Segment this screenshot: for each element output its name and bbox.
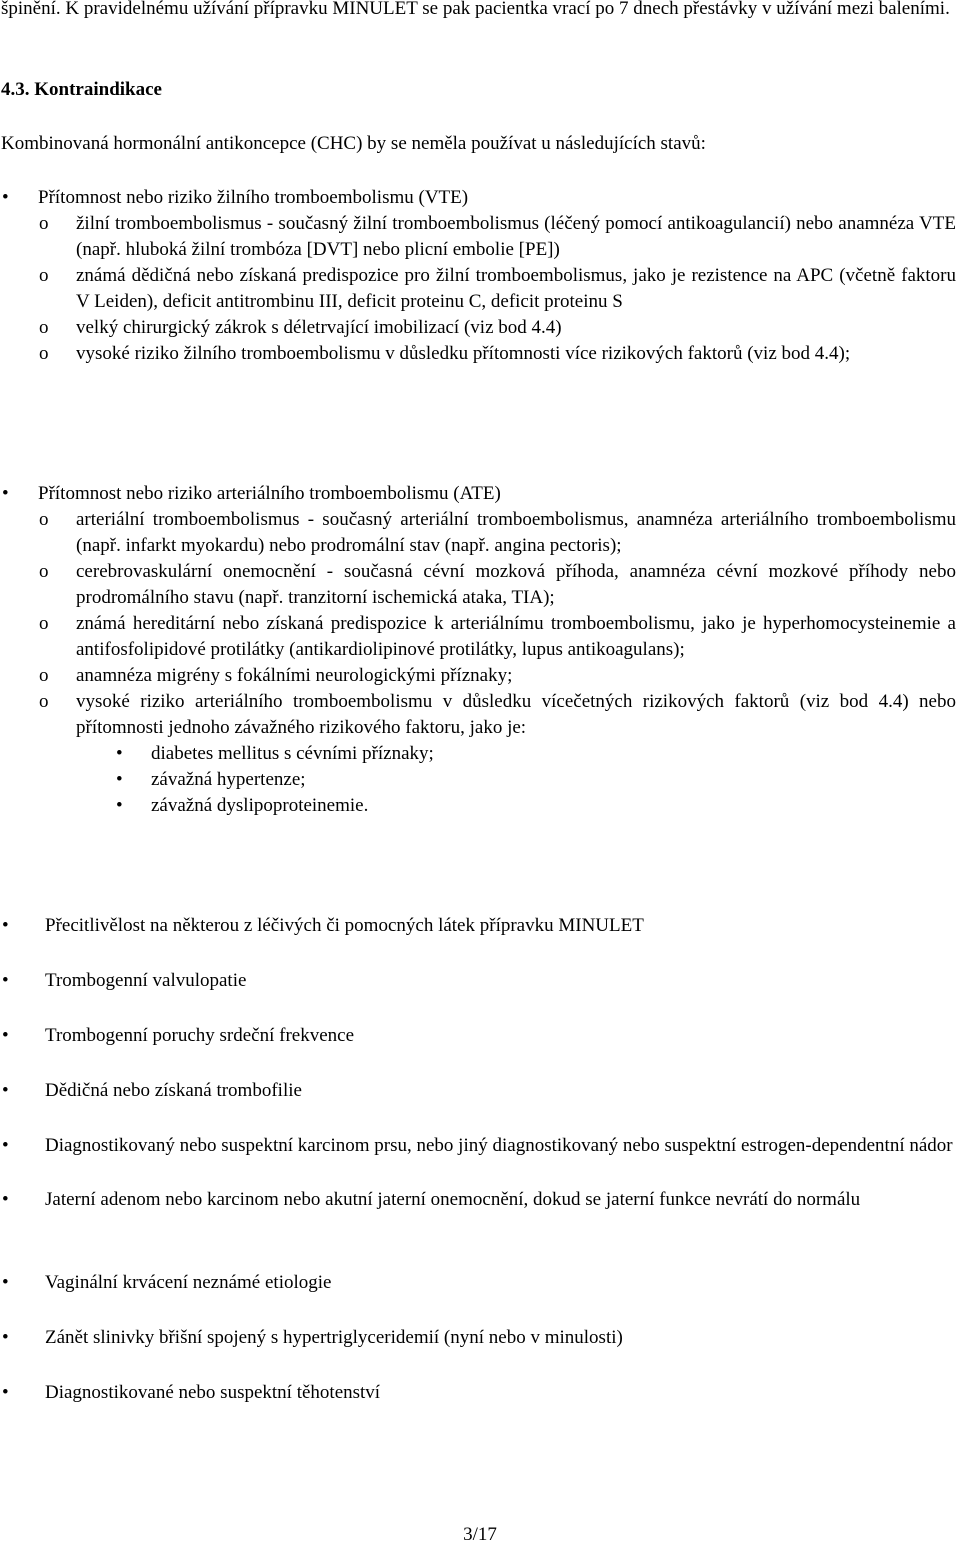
vte-title: Přítomnost nebo riziko žilního tromboembolismu (VTE) [38,187,469,208]
circle-marker-icon: o [39,213,49,234]
list-item-text: arteriální tromboembolismus - současný arteriální tromboembolismus, anamnéza arteriálního tromboembolismu (např. infarkt myokardu) nebo prodromální stav (např. angina pectoris); [76,509,956,556]
list-item-text: Zánět slinivky břišní spojený s hypertriglyceridemií (nyní nebo v minulosti) [45,1327,623,1348]
circle-marker-icon: o [39,613,49,634]
list-item [114,793,956,819]
lead-paragraph: Kombinovaná hormonální antikoncepce (CHC) by se neměla používat u následujících stavů: [1,133,706,154]
circle-marker-icon: o [39,691,49,712]
list-item [0,1270,956,1296]
bullet-icon: • [2,970,9,991]
list-item-text: Diagnostikované nebo suspektní těhotenství [45,1382,381,1403]
circle-marker-icon: o [39,265,49,286]
vte-section [0,185,956,367]
list-item-text: závažná dyslipoproteinemie. [151,795,369,816]
ate-section [0,481,956,819]
list-item-text: Jaterní adenom nebo karcinom nebo akutní jaterní onemocnění, dokud se jaterní funkce nevrátí do normálu [45,1189,861,1210]
list-item [37,663,956,689]
list-item [114,767,956,793]
list-item-text: velký chirurgický zákrok s déletrvající imobilizací (viz bod 4.4) [76,317,562,338]
list-item [0,481,956,507]
list-item-text: diabetes mellitus s cévními příznaky; [151,743,434,764]
list-item-text: Přecitlivělost na některou z léčivých či pomocných látek přípravku MINULET [45,915,644,936]
ate-risk-factor-list [0,741,956,819]
list-item-text: Trombogenní poruchy srdeční frekvence [45,1025,355,1046]
circle-marker-icon: o [39,509,49,530]
bullet-icon: • [2,483,9,504]
circle-marker-icon: o [39,343,49,364]
list-item-text: žilní tromboembolismus - současný žilní tromboembolismus (léčený pomocí antikoagulancií) nebo anamnéza VTE (např. hluboká žilní trombóza [DVT] nebo plicní embolie [PE]) [76,213,956,260]
vte-list [0,185,956,211]
list-item [0,1380,956,1406]
bullet-icon: • [2,1080,9,1101]
list-item [37,689,956,741]
list-item [0,1325,956,1351]
section-heading: 4.3. Kontraindikace [1,79,162,100]
bullet-icon: • [2,187,9,208]
list-item-text: závažná hypertenze; [151,769,306,790]
list-item-text: známá hereditární nebo získaná predispozice k arteriálnímu tromboembolismu, jako je hyperhomocysteinemie a antifosfolipidové protilátky (antikardiolipinové protilátky, lupus antikoagulans); [76,613,956,660]
vte-sublist [0,211,956,367]
list-item [114,741,956,767]
bullet-icon: • [116,743,123,764]
bullet-icon: • [2,1189,9,1210]
list-item-text: Diagnostikovaný nebo suspektní karcinom prsu, nebo jiný diagnostikovaný nebo suspektní estrogen-dependentní nádor [45,1135,953,1156]
ate-list [0,481,956,507]
list-item-text: vysoké riziko žilního tromboembolismu v důsledku přítomnosti více rizikových faktorů (viz bod 4.4); [76,343,851,364]
list-item [0,1078,956,1104]
list-item [37,211,956,263]
bullet-icon: • [2,1135,9,1156]
list-item [0,968,956,994]
list-item [37,315,956,341]
list-item [37,611,956,663]
list-item-text: vysoké riziko arteriálního tromboembolismu v důsledku vícečetných rizikových faktorů (viz bod 4.4) nebo přítomnosti jednoho závažného rizikového faktoru, jako je: [76,691,956,738]
circle-marker-icon: o [39,561,49,582]
bullet-icon: • [2,1272,9,1293]
list-item-text: cerebrovaskulární onemocnění - současná cévní mozková příhoda, anamnéza cévní mozkové příhody nebo prodromálního stavu (např. tranzitorní ischemická ataka, TIA); [76,561,956,608]
list-item [37,341,956,367]
list-item [37,507,956,559]
list-item [0,913,956,939]
list-item-text: Vaginální krvácení neznámé etiologie [45,1272,332,1293]
bullet-icon: • [116,769,123,790]
list-item-text: známá dědičná nebo získaná predispozice pro žilní tromboembolismus, jako je rezistence na APC (včetně faktoru V Leiden), deficit antitrombinu III, deficit proteinu C, deficit proteinu S [76,265,956,312]
ate-title: Přítomnost nebo riziko arteriálního tromboembolismu (ATE) [38,483,501,504]
list-item [0,185,956,211]
list-item-text: Dědičná nebo získaná trombofilie [45,1080,302,1101]
list-item-text: Trombogenní valvulopatie [45,970,247,991]
list-item-text: anamnéza migrény s fokálními neurologickými příznaky; [76,665,513,686]
list-item [37,559,956,611]
circle-marker-icon: o [39,665,49,686]
page-number: 3/17 [463,1524,497,1545]
intro-paragraph: špinění. K pravidelnému užívání přípravku MINULET se pak pacientka vrací po 7 dnech přestávky v užívání mezi baleními. [1,0,950,19]
list-item [0,1133,956,1159]
ate-sublist [0,507,956,741]
bullet-icon: • [2,1025,9,1046]
list-item [0,1023,956,1049]
bullet-icon: • [2,915,9,936]
bullet-icon: • [2,1382,9,1403]
list-item [0,1187,956,1213]
bullet-icon: • [2,1327,9,1348]
list-item [37,263,956,315]
circle-marker-icon: o [39,317,49,338]
bullet-icon: • [116,795,123,816]
